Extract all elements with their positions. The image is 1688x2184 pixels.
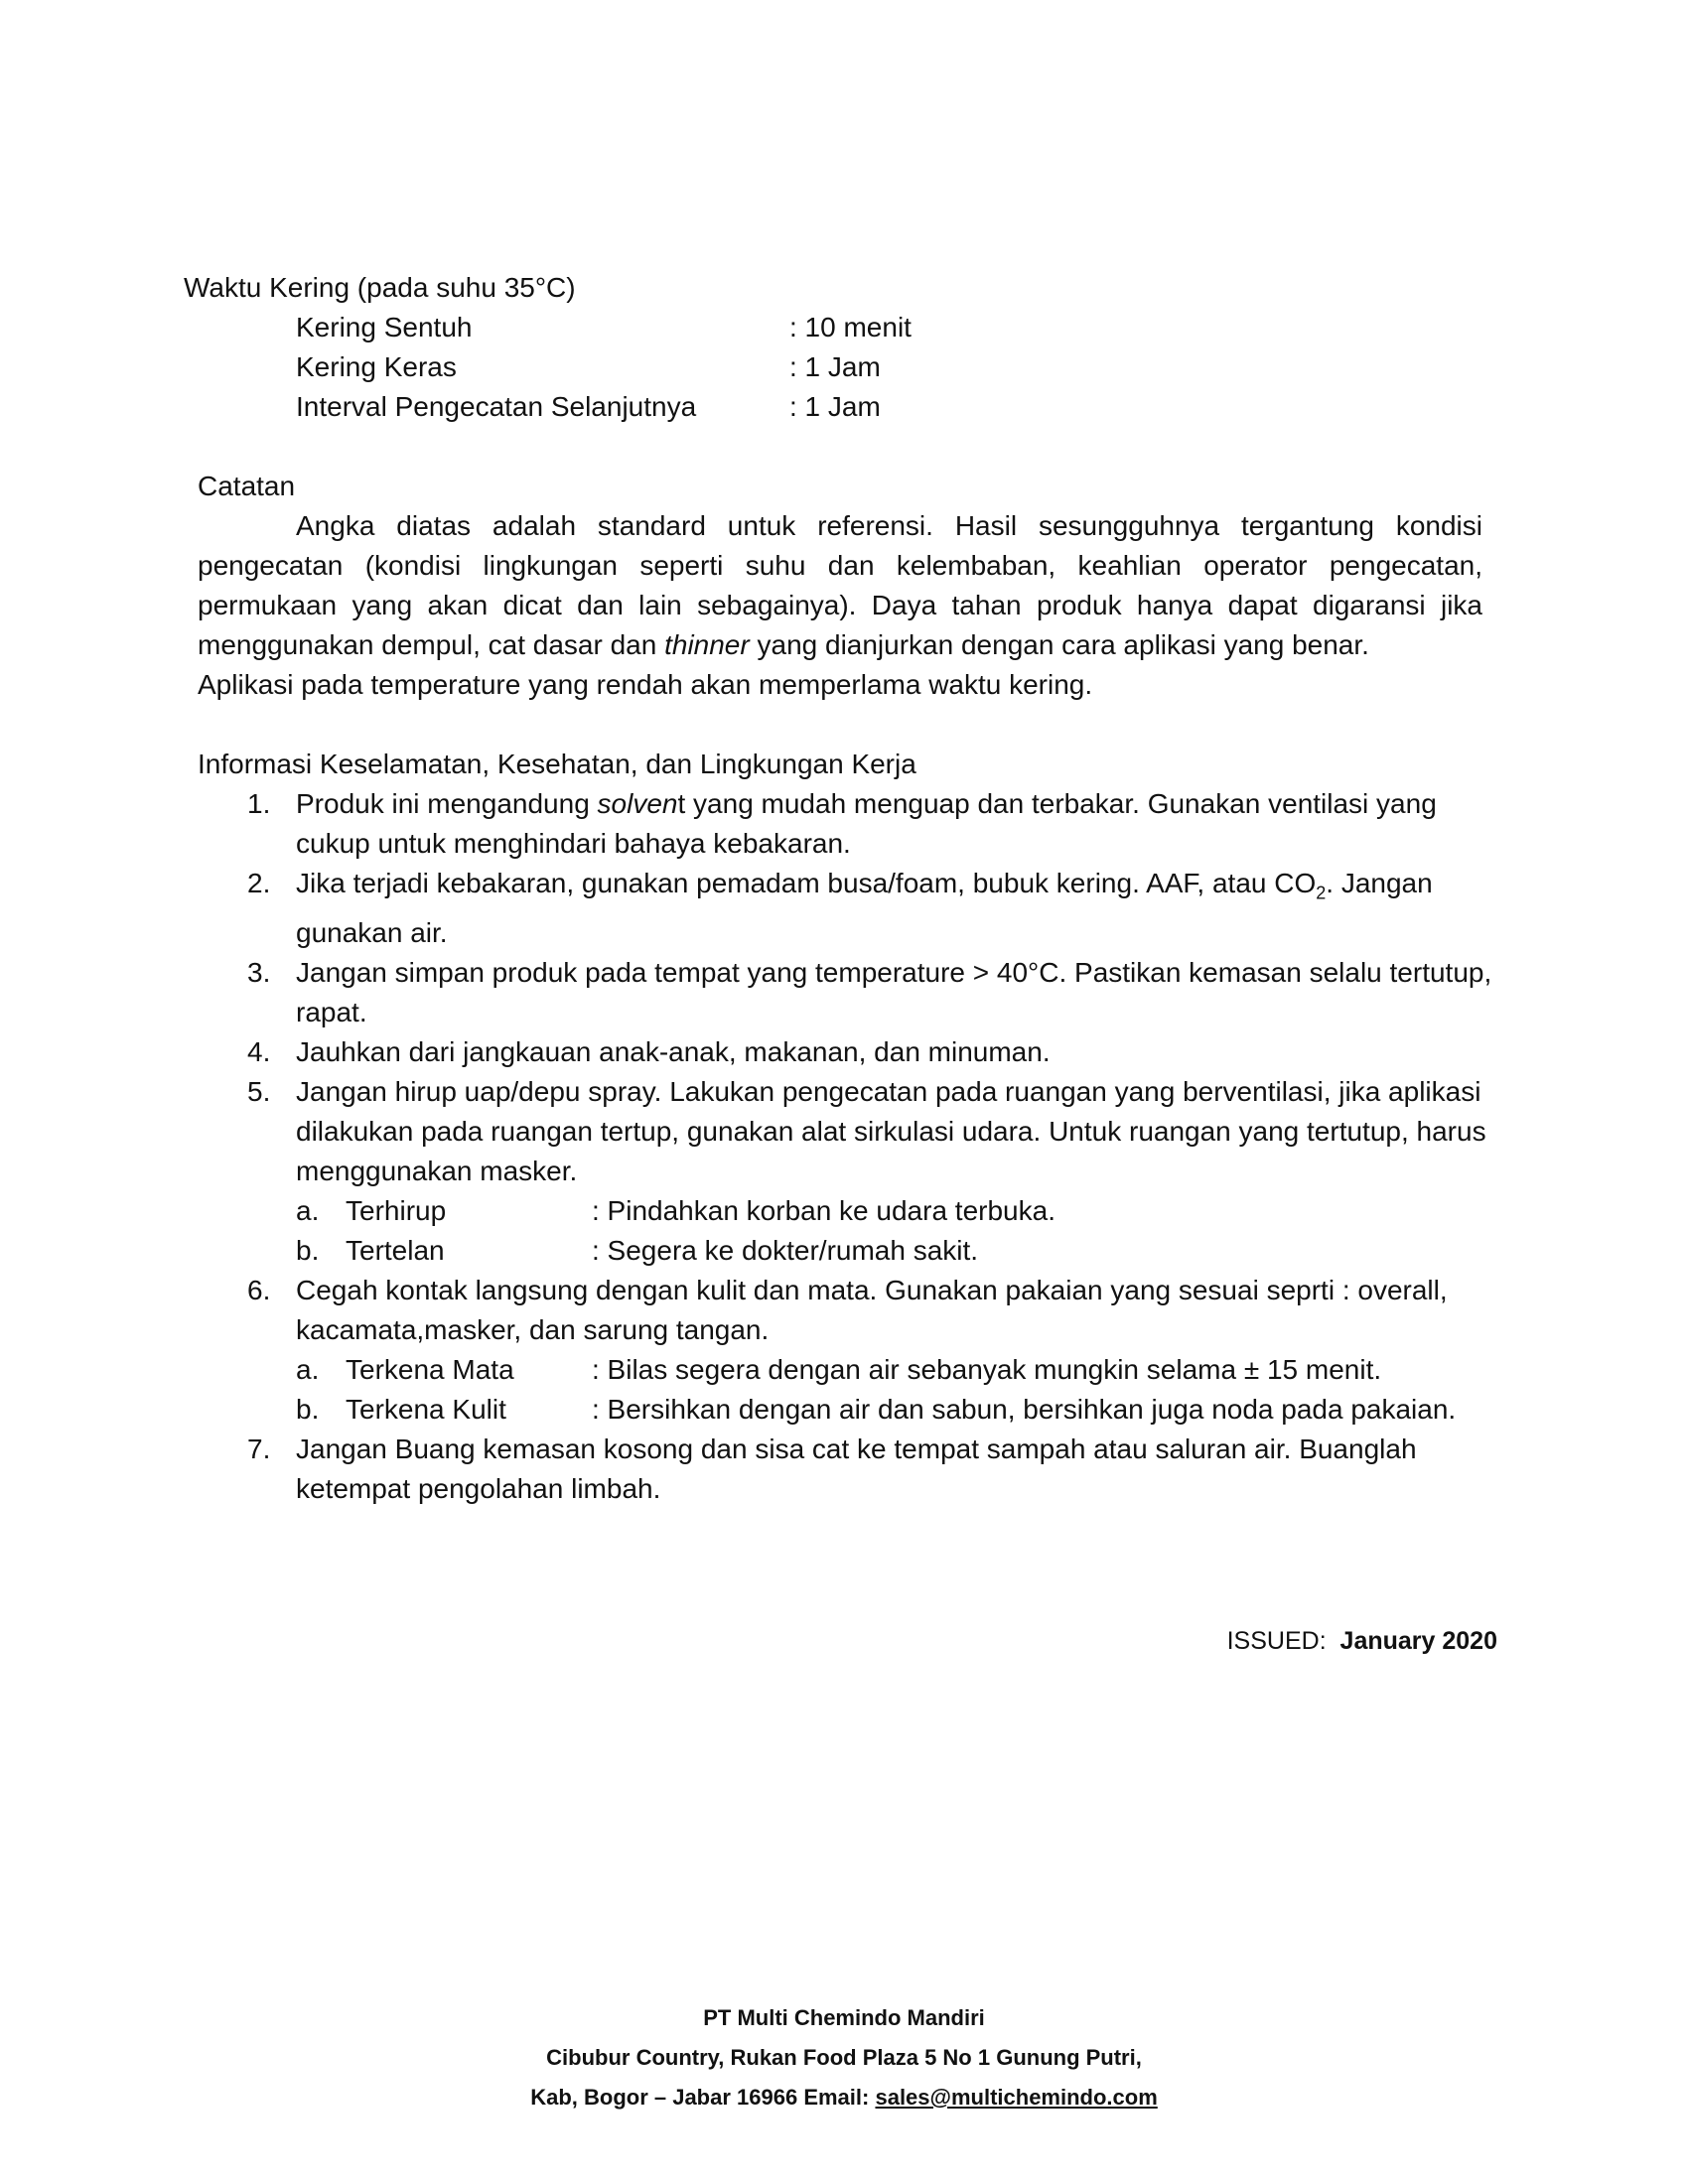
item-text: Produk ini mengandung [296, 788, 598, 819]
sub-item [296, 1350, 1508, 1390]
drying-time-title: Waktu Kering (pada suhu 35°C) [184, 272, 576, 303]
list-number: 7. [247, 1433, 271, 1464]
item-text: Jangan hirup uap/depu spray. Lakukan pengecatan pada ruangan yang berventilasi, jika aplikasi dilakukan pada ruangan tertup, gunakan alat sirkulasi udara. Untuk ruangan yang tertutup, harus menggunakan masker. [296, 1075, 1486, 1186]
notes-paragraph [198, 506, 1482, 665]
sub-letter: a. [296, 1353, 320, 1385]
list-number: 1. [247, 788, 271, 819]
sub-item [296, 1191, 1508, 1231]
sub-item [296, 1231, 1508, 1271]
notes-text: yang dianjurkan dengan cara aplikasi yang benar. [749, 629, 1369, 660]
notes-text: Angka diatas adalah standard untuk referensi. Hasil sesungguhnya tergantung kondisi pengecatan (kondisi lingkungan seperti suhu dan kelembaban, keahlian operator pengecatan, permukaan yang akan dicat dan lain sebagainya). Daya tahan produk hanya dapat digaransi jika menggunakan dempul, cat dasar dan [198, 510, 1482, 660]
item-emphasis: solven [597, 788, 678, 819]
sub-label: Terkena Mata [346, 1353, 514, 1385]
issued-date [1227, 1624, 1497, 1658]
notes-body [198, 506, 1482, 705]
safety-list [198, 784, 1508, 1509]
sub-letter: a. [296, 1194, 320, 1226]
drying-row-touch [296, 308, 1090, 347]
sub-label: Tertelan [346, 1234, 445, 1266]
sub-letter: b. [296, 1393, 320, 1425]
list-number: 3. [247, 956, 271, 988]
notes-paragraph-2: Aplikasi pada temperature yang rendah akan memperlama waktu kering. [198, 669, 1093, 700]
list-number: 6. [247, 1274, 271, 1305]
list-item [198, 1271, 1508, 1430]
footer-address-line1: Cibubur Country, Rukan Food Plaza 5 No 1 Gunung Putri, [546, 2045, 1142, 2070]
drying-row-recoat [296, 387, 1090, 427]
item-text: Jangan simpan produk pada tempat yang temperature > 40°C. Pastikan kemasan selalu tertutup, rapat. [296, 956, 1492, 1027]
sub-letter: b. [296, 1234, 320, 1266]
list-item [198, 1032, 1508, 1072]
list-item [198, 864, 1508, 953]
sub-label: Terkena Kulit [346, 1393, 506, 1425]
issued-label: ISSUED: [1226, 1627, 1327, 1655]
drying-value: : 1 Jam [789, 391, 881, 422]
item-text: Cegah kontak langsung dengan kulit dan mata. Gunakan pakaian yang sesuai seprti : overall, kacamata,masker, dan sarung tangan. [296, 1274, 1448, 1345]
list-number: 5. [247, 1075, 271, 1107]
list-item [198, 784, 1508, 864]
drying-label: Interval Pengecatan Selanjutnya [296, 391, 697, 422]
list-item [198, 1430, 1508, 1509]
footer-address-prefix: Kab, Bogor – Jabar 16966 Email: [530, 2085, 876, 2110]
list-number: 2. [247, 868, 271, 898]
item-subscript: 2 [1316, 883, 1327, 903]
item-text: t yang mudah menguap dan terbakar. Gunakan ventilasi yang cukup untuk menghindari bahaya kebakaran. [296, 788, 1437, 859]
sub-value: : Bilas segera dengan air sebanyak mungkin selama ± 15 menit. [592, 1353, 1382, 1385]
sub-value: : Bersihkan dengan air dan sabun, bersihkan juga noda pada pakaian. [592, 1393, 1457, 1425]
list-item [198, 1072, 1508, 1271]
item-text: . Jangan gunakan air. [296, 868, 1433, 948]
sub-item [296, 1390, 1508, 1430]
footer-address-line2 [0, 2083, 1688, 2113]
sub-value: : Pindahkan korban ke udara terbuka. [592, 1194, 1055, 1226]
email-link[interactable]: sales@multichemindo.com [875, 2085, 1158, 2110]
notes-emphasis: thinner [664, 629, 750, 660]
item-text: Jika terjadi kebakaran, gunakan pemadam busa/foam, bubuk kering. AAF, atau CO [296, 868, 1317, 898]
list-number: 4. [247, 1035, 271, 1067]
sub-value: : Segera ke dokter/rumah sakit. [592, 1234, 979, 1266]
sub-label: Terhirup [346, 1194, 447, 1226]
drying-row-hard [296, 347, 1090, 387]
notes-title: Catatan [198, 471, 296, 501]
safety-title: Informasi Keselamatan, Kesehatan, dan Lingkungan Kerja [198, 749, 916, 779]
drying-value: : 10 menit [789, 312, 912, 342]
item-text: Jangan Buang kemasan kosong dan sisa cat ke tempat sampah atau saluran air. Buanglah ketempat pengolahan limbah. [296, 1433, 1417, 1504]
drying-value: : 1 Jam [789, 351, 881, 382]
drying-label: Kering Keras [296, 351, 457, 382]
issued-value: January 2020 [1339, 1627, 1497, 1655]
item-text: Jauhkan dari jangkauan anak-anak, makanan, dan minuman. [296, 1035, 1051, 1067]
list-item [198, 953, 1508, 1032]
footer-company: PT Multi Chemindo Mandiri [703, 2005, 985, 2030]
drying-label: Kering Sentuh [296, 312, 473, 342]
